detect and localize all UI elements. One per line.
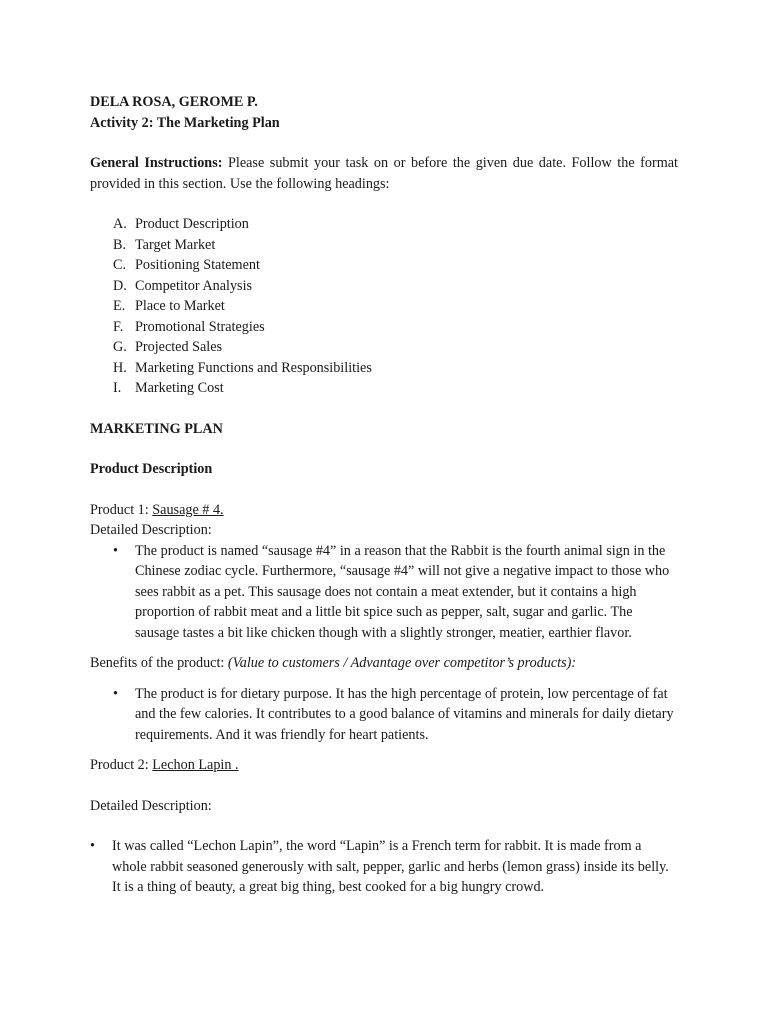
list-item: H. Marketing Functions and Responsibilities xyxy=(113,359,372,376)
benefits-hint: (Value to customers / Advantage over competitor’s products): xyxy=(227,655,577,671)
product2-description: It was called “Lechon Lapin”, the word “Lapin” is a French term for rabbit. It is made from a whole rabbit seasoned generously with salt, pepper, garlic and herbs (lemon grass) inside its belly. It is a thing of beauty, a great big thing, best cooked for a big hungry crowd. xyxy=(112,838,669,895)
author-name: DELA ROSA, GEROME P. xyxy=(90,94,258,110)
list-item: A. Product Description xyxy=(113,216,249,232)
list-item: I. Marketing Cost xyxy=(113,380,224,396)
instructions-label: General Instructions: xyxy=(90,155,223,171)
product1-benefits-line xyxy=(90,653,678,674)
list-item: D. Competitor Analysis xyxy=(113,277,253,294)
bullet-icon: • xyxy=(113,542,118,559)
product1-description: The product is named “sausage #4” in a reason that the Rabbit is the fourth animal sign in the Chinese zodiac cycle. Furthermore, “sausage #4” will not give a negative impact to those who sees rabbit as a pet. This sausage does not contain a meat extender, but it contains a high proportion of rabbit meat and a little bit spice such as pepper, salt, sugar and garlic. The sausage tastes a bit like chicken though with a slightly stronger, meatier, earthier flavor. xyxy=(135,542,670,641)
list-item: B. Target Market xyxy=(113,236,216,253)
list-item: C. Positioning Statement xyxy=(113,257,260,273)
product2-name: Lechon Lapin . xyxy=(152,757,239,773)
activity-title: Activity 2: The Marketing Plan xyxy=(90,114,280,131)
bullet-icon: • xyxy=(90,838,95,854)
benefits-label: Benefits of the product: xyxy=(90,655,228,671)
list-item: E. Place to Market xyxy=(113,298,225,314)
product2-line xyxy=(90,755,678,776)
product1-benefits-list xyxy=(90,684,678,746)
section-title: MARKETING PLAN xyxy=(90,420,223,437)
list-item xyxy=(90,541,678,644)
product1-detail-label: Detailed Description: xyxy=(90,522,212,538)
bullet-icon: • xyxy=(113,685,118,702)
list-item xyxy=(90,836,678,898)
product2-description-list xyxy=(90,836,678,898)
product1-label: Product 1: xyxy=(90,501,153,518)
subsection-title: Product Description xyxy=(90,461,213,477)
product2-detail-label: Detailed Description: xyxy=(90,797,212,814)
product1-line xyxy=(90,500,678,521)
list-item: G. Projected Sales xyxy=(113,339,223,355)
product1-name: Sausage # 4. xyxy=(152,501,224,518)
instructions-text: Please submit your task on or before the given due date. Follow the format provided in this section. Use the following headings: xyxy=(90,155,678,192)
product1-description-list xyxy=(90,541,678,644)
list-item: F. Promotional Strategies xyxy=(113,318,265,335)
product1-benefits: The product is for dietary purpose. It has the high percentage of protein, low percentage of fat and the few calories. It contributes to a good balance of vitamins and minerals for daily dietary requirements. And it was friendly for heart patients. xyxy=(135,685,674,743)
document-page xyxy=(90,92,678,898)
headings-list xyxy=(90,214,678,399)
general-instructions xyxy=(90,153,678,194)
product2-label: Product 2: xyxy=(90,757,153,773)
list-item xyxy=(90,684,678,746)
